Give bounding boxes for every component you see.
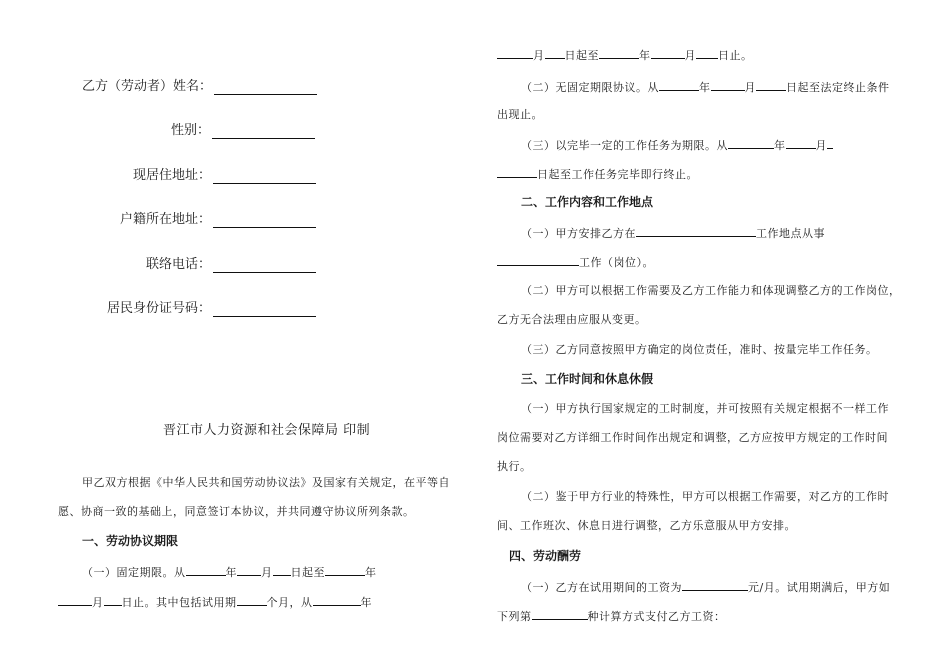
fixed-term-from-text: （一）固定期限。从 (82, 566, 186, 579)
task-term-trailing-blank[interactable] (827, 137, 833, 149)
year-text: 年 (225, 566, 237, 579)
task-term-month-blank[interactable] (786, 137, 816, 149)
probation-end-day-blank[interactable] (696, 47, 718, 59)
task-term-line2 (497, 166, 698, 182)
section3-item2-line1: （二）鉴于甲方行业的特殊性，甲方可以根据工作需要，对乙方的工作时 (521, 490, 889, 503)
open-term-day-blank[interactable] (756, 79, 786, 91)
gender-field (171, 123, 315, 139)
fixed-term-start-day-blank[interactable] (273, 564, 291, 576)
task-term-year-blank[interactable] (728, 137, 774, 149)
phone-field (146, 257, 316, 273)
probation-wage-text: （一）乙方在试用期间的工资为 (521, 581, 682, 594)
method-prefix-text: 下列第 (497, 610, 532, 623)
probation-end-year-blank[interactable] (599, 47, 639, 59)
current-address-field (133, 168, 316, 184)
household-address-field (120, 212, 316, 228)
id-number-input-line[interactable] (213, 302, 316, 317)
section3-item2-line2: 间、工作班次、休息日进行调整，乙方乐意服从甲方安排。 (497, 519, 796, 532)
section3-item1-line2: 岗位需要对乙方详细工作时间作出规定和调整，乙方应按甲方规定的工作时间 (497, 431, 888, 444)
until-legal-text: 日起至法定终止条件 (786, 81, 890, 94)
probation-end-month-blank[interactable] (651, 47, 685, 59)
task-term-day-blank[interactable] (497, 166, 537, 178)
gender-label: 性别： (171, 123, 211, 138)
section1-heading: 一、劳动协议期限 (82, 534, 179, 548)
section2-item2-line1: （二）甲方可以根据工作需要及乙方工作能力和体现调整乙方的工作岗位， (521, 284, 901, 297)
name-label: 乙方（劳动者）姓名： (82, 79, 213, 94)
month-text: 月 (261, 566, 273, 579)
section2-item2-line2: 乙方无合法理由应服从变更。 (497, 313, 647, 326)
work-location-text: 工作地点从事 (756, 227, 825, 240)
probation-text: 日止。其中包括试用期 (121, 596, 237, 609)
open-term-year-blank[interactable] (659, 79, 699, 91)
open-term-month-blank[interactable] (711, 79, 745, 91)
phone-input-line[interactable] (213, 258, 316, 273)
gender-input-line[interactable] (212, 124, 315, 139)
fixed-term-start-year-blank[interactable] (186, 564, 226, 576)
open-term-line1 (521, 79, 890, 95)
wage-unit-text: 元/月。试用期满后，甲方如 (748, 581, 891, 594)
arrange-text: （一）甲方安排乙方在 (521, 227, 636, 240)
end-text: 日止。 (718, 49, 753, 62)
probation-end-line (497, 47, 753, 63)
month-text-2: 月 (684, 49, 696, 62)
intro-line-2: 愿、协商一致的基础上，同意签订本协议，并共同遵守协议所列条款。 (58, 505, 415, 518)
publisher-text: 晋江市人力资源和社会保障局 印制 (163, 423, 371, 438)
year-text: 年 (699, 81, 711, 94)
section1-item1-line2 (58, 594, 372, 610)
probation-wage-blank[interactable] (682, 579, 748, 591)
phone-label: 联络电话： (146, 257, 212, 272)
section3-item1-line3: 执行。 (497, 460, 532, 473)
task-complete-text: 日起至工作任务完毕即行终止。 (537, 168, 698, 181)
section2-item3: （三）乙方同意按照甲方确定的岗位责任，准时、按量完毕工作任务。 (521, 343, 878, 356)
method-suffix-text: 种计算方式支付乙方工资： (587, 610, 726, 623)
month-text-2: 月 (92, 596, 104, 609)
section2-heading: 二、工作内容和工作地点 (521, 195, 654, 209)
household-address-label: 户籍所在地址： (120, 212, 212, 227)
fixed-term-end-year-blank[interactable] (325, 564, 365, 576)
day-to-text: 日起至 (290, 566, 325, 579)
work-location-blank[interactable] (636, 225, 756, 237)
id-number-field (107, 301, 316, 317)
open-term-line2: 出现止。 (497, 108, 543, 121)
job-position-text: 工作（岗位）。 (579, 256, 654, 269)
section3-item1-line1: （一）甲方执行国家规定的工时制度，并可按照有关规定根据不一样工作 (521, 402, 889, 415)
intro-line-1: 甲乙双方根据《中华人民共和国劳动协议法》及国家有关规定，在平等自 (82, 476, 450, 489)
section1-item1-line1 (82, 564, 377, 580)
probation-start-day-blank[interactable] (545, 47, 565, 59)
fixed-term-end-month-blank[interactable] (58, 594, 92, 606)
month-text: 月 (815, 139, 827, 152)
section4-item1-line2 (497, 608, 726, 624)
open-term-text: （二）无固定期限协议。从 (521, 81, 659, 94)
year-text-2: 年 (365, 566, 377, 579)
year-text: 年 (639, 49, 651, 62)
day-to-text: 日起至 (564, 49, 599, 62)
name-input-line[interactable] (214, 80, 317, 95)
household-address-input-line[interactable] (213, 213, 316, 228)
fixed-term-start-month-blank[interactable] (237, 564, 261, 576)
month-text: 月 (744, 81, 756, 94)
job-position-blank[interactable] (497, 254, 579, 266)
section4-item1-line1 (521, 579, 890, 595)
current-address-input-line[interactable] (213, 169, 316, 184)
fixed-term-end-day-blank[interactable] (104, 594, 122, 606)
probation-months-blank[interactable] (237, 594, 267, 606)
task-term-text: （三）以完毕一定的工作任务为期限。从 (521, 139, 728, 152)
section3-heading: 三、工作时间和休息休假 (521, 372, 654, 386)
section2-item1-line2 (497, 254, 654, 270)
current-address-label: 现居住地址： (133, 168, 212, 183)
year-text-3: 年 (360, 596, 372, 609)
month-text: 月 (533, 49, 545, 62)
method-number-blank[interactable] (532, 608, 588, 620)
months-from-text: 个月，从 (266, 596, 313, 609)
right-page (475, 0, 950, 672)
probation-start-year-blank[interactable] (313, 594, 361, 606)
section2-item1-line1 (521, 225, 825, 241)
task-term-line1 (521, 137, 833, 153)
probation-start-month-blank[interactable] (497, 47, 533, 59)
year-text: 年 (774, 139, 786, 152)
id-number-label: 居民身份证号码： (107, 301, 212, 316)
name-field (82, 79, 317, 95)
section4-heading: 四、劳动酬劳 (509, 549, 582, 563)
